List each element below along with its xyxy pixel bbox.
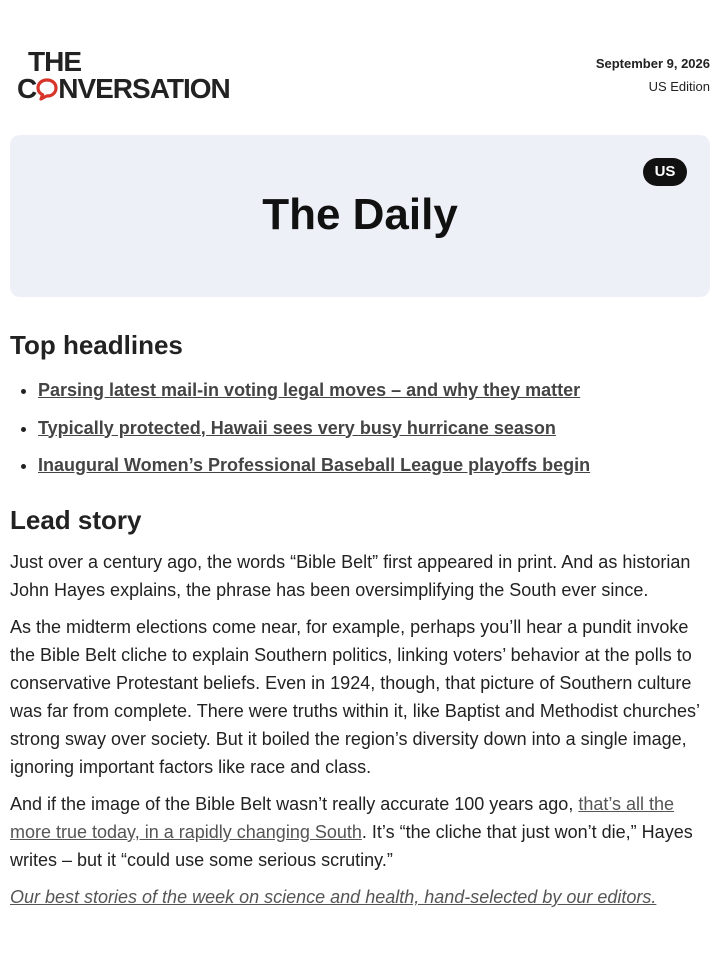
promo-link[interactable]: Our best stories of the week on science and health, hand-selected by our editors.	[10, 887, 657, 907]
logo-line2	[17, 75, 230, 102]
headline-item	[38, 372, 590, 410]
edition-badge: US	[643, 158, 687, 186]
header	[0, 0, 720, 120]
date-block	[596, 56, 710, 94]
headline-item	[38, 410, 590, 448]
lead-story-body	[10, 548, 710, 920]
promo-line	[10, 883, 710, 911]
headline-list	[10, 372, 590, 485]
article-link[interactable]: that’s all the more true today, in a rapidly changing South	[10, 794, 675, 842]
lead-paragraph-1: Just over a century ago, the words “Bible Belt” first appeared in print. And as historian John Hayes explains, the phrase has been oversimplifying the South ever since.	[10, 552, 691, 600]
daily-banner	[10, 135, 710, 297]
headline-item	[38, 447, 590, 485]
headline-link[interactable]: Typically protected, Hawaii sees very busy hurricane season	[38, 417, 556, 438]
logo-line1: THE	[28, 46, 81, 77]
edition-label: US Edition	[648, 79, 710, 94]
lead-paragraph-3	[10, 790, 710, 874]
headline-link[interactable]: Parsing latest mail-in voting legal moves – and why they matter	[38, 380, 581, 400]
banner-title: The Daily	[262, 190, 458, 239]
logo[interactable]	[17, 48, 230, 102]
top-headlines-heading: Top headlines	[10, 330, 183, 360]
logo-letter-c: C	[17, 73, 37, 104]
lead-story-heading: Lead story	[10, 505, 142, 535]
speech-bubble-icon	[35, 77, 59, 101]
paragraph-text: . It’s “the cliche that just won’t die,” Hayes writes – but it “could use some serious scrutiny.”	[10, 822, 693, 870]
logo-letters: NVERSATION	[58, 73, 230, 104]
issue-date: September 9, 2026	[595, 56, 710, 71]
lead-paragraph-2: As the midterm elections come near, for example, perhaps you’ll hear a pundit invoke the Bible Belt cliche to explain Southern politics, linking voters’ behavior at the polls to conservative Protestant beliefs. Even in 1924, though, that picture of Southern culture was far from complete. There were truths within it, like Baptist and Methodist churches’ strong sway over society. But it boiled the region’s diversity down into a single image, ignoring important factors like race and class.	[10, 617, 700, 777]
headline-link[interactable]: Inaugural Women’s Professional Baseball League playoffs begin	[38, 455, 591, 475]
paragraph-text: And if the image of the Bible Belt wasn’t really accurate 100 years ago,	[10, 794, 579, 814]
